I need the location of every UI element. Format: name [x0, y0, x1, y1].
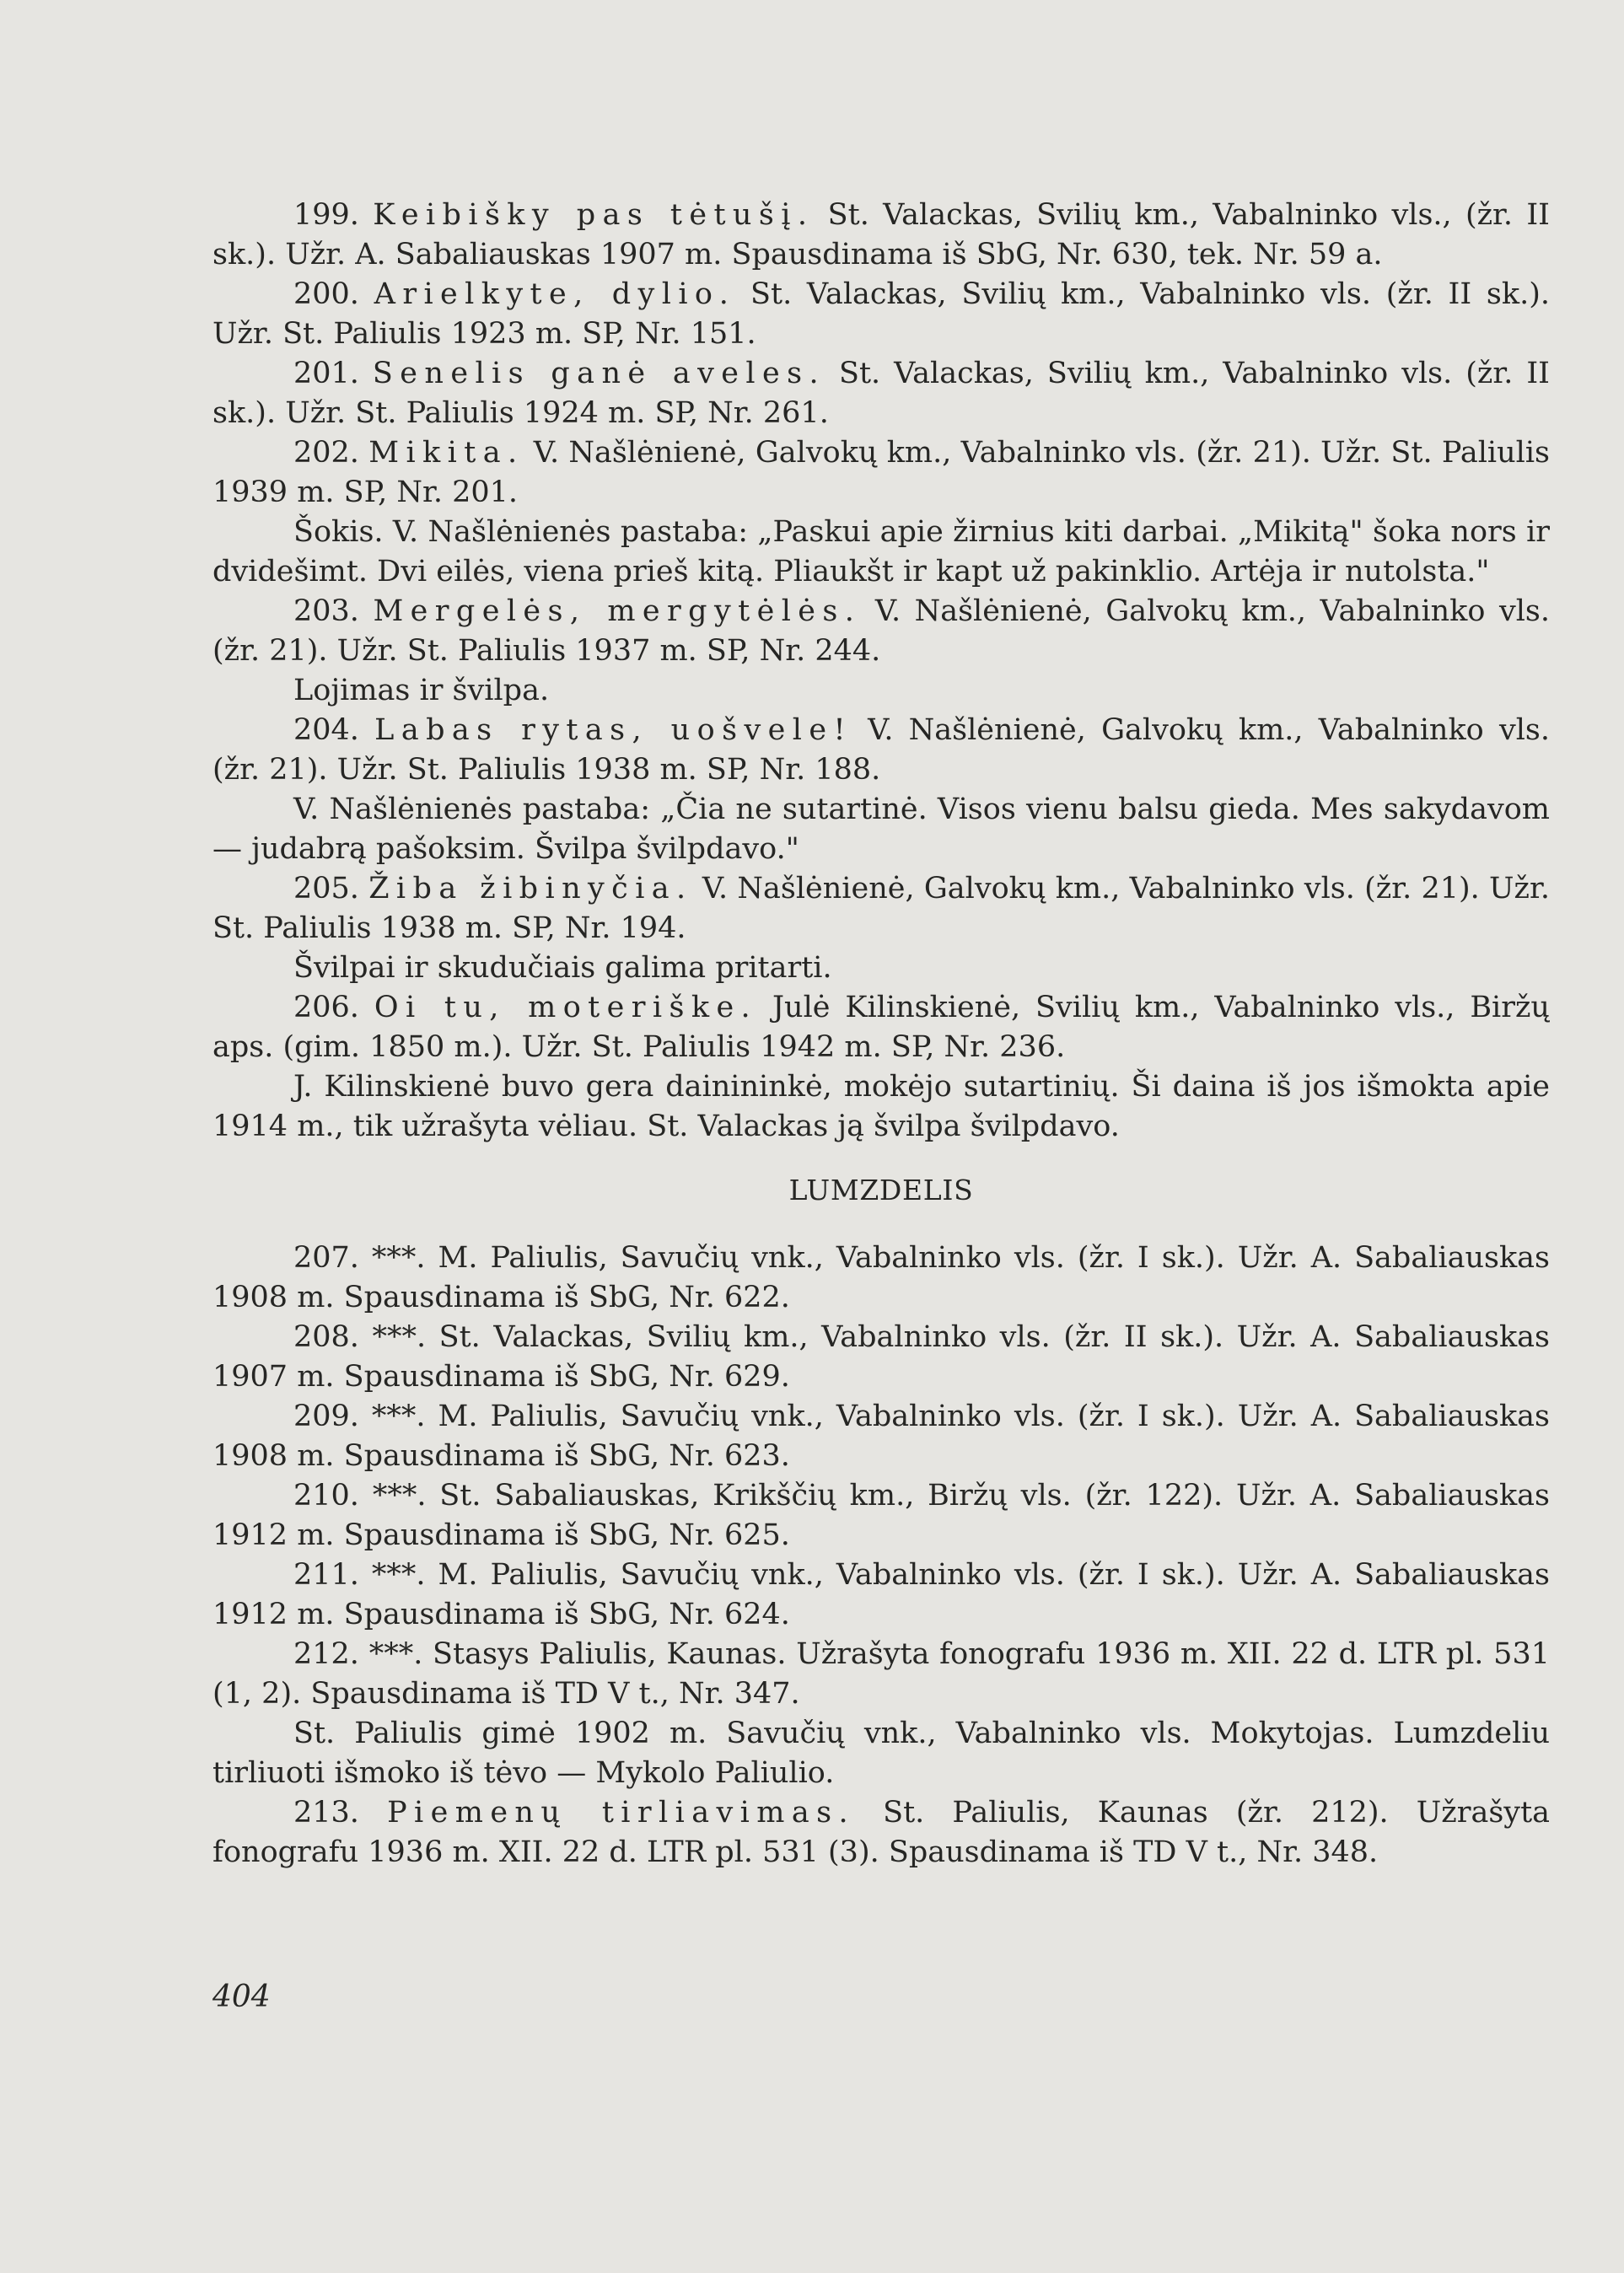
note-202	[212, 513, 1550, 592]
entry-text: St. Valackas, Svilių km., Vabalninko vls. (žr. II sk.). Užr. St. Paliulis 1923 m. SP, Nr. 151.	[212, 277, 1550, 351]
note-text: Lojimas ir švilpa.	[293, 674, 550, 707]
entry-201	[212, 354, 1550, 433]
note-text: J. Kilinskienė buvo gera dainininkė, mokėjo sutartinių. Ši daina iš jos išmokta apie 1914 m., tik užrašyta vėliau. St. Valackas ją švilpa švilpdavo.	[212, 1070, 1550, 1143]
entry-199	[212, 196, 1550, 275]
entry-text: ***. Stasys Paliulis, Kaunas. Užrašyta fonografu 1936 m. XII. 22 d. LTR pl. 531 (1, 2). Spausdinama iš TD V t., Nr. 347.	[212, 1637, 1550, 1711]
entry-number: 208.	[293, 1320, 359, 1354]
entry-211	[212, 1556, 1550, 1635]
entry-number: 207.	[293, 1241, 359, 1275]
note-text: Šokis. V. Našlėnienės pastaba: „Paskui apie žirnius kiti darbai. „Mikitą" šoka nors ir dvidešimt. Dvi eilės, viena prieš kitą. Pliaukšt ir kapt už pakinklio. Artėja ir nutolsta."	[212, 515, 1550, 588]
entry-204	[212, 711, 1550, 790]
entry-number: 209.	[293, 1400, 359, 1433]
entry-title: Piemenų tirliavimas.	[387, 1796, 855, 1830]
entry-number: 202.	[293, 436, 359, 470]
entry-213	[212, 1793, 1550, 1873]
note-206	[212, 1067, 1550, 1147]
entry-number: 205.	[293, 872, 359, 905]
note-text: Švilpai ir skudučiais galima pritarti.	[293, 951, 832, 985]
entry-210	[212, 1476, 1550, 1556]
page-number: 404	[212, 1980, 271, 2014]
entry-title: Oi tu, moteriške.	[374, 991, 758, 1024]
entry-text: ***. St. Valackas, Svilių km., Vabalninko vls. (žr. II sk.). Užr. A. Sabaliauskas 1907 m. Spausdinama iš SbG, Nr. 629.	[212, 1320, 1550, 1394]
note-204	[212, 790, 1550, 869]
entry-title: Senelis ganė aveles.	[372, 357, 826, 390]
entry-208	[212, 1318, 1550, 1397]
entry-text: V. Našlėnienė, Galvokų km., Vabalninko vls. (žr. 21). Užr. St. Paliulis 1938 m. SP, Nr. 194.	[212, 872, 1550, 945]
entry-text: ***. St. Sabaliauskas, Krikščių km., Biržų vls. (žr. 122). Užr. A. Sabaliauskas 1912 m. Spausdinama iš SbG, Nr. 625.	[212, 1479, 1550, 1552]
entry-203	[212, 592, 1550, 671]
entry-number: 200.	[293, 277, 359, 311]
entry-200	[212, 275, 1550, 354]
entry-number: 204.	[293, 713, 359, 747]
entry-text: St. Valackas, Svilių km., Vabalninko vls. (žr. II sk.). Užr. St. Paliulis 1924 m. SP, Nr. 261.	[212, 357, 1550, 430]
entry-number: 203.	[293, 594, 359, 628]
entry-number: 199.	[293, 198, 359, 232]
entry-205	[212, 869, 1550, 948]
entry-text: Julė Kilinskienė, Svilių km., Vabalninko vls., Biržų aps. (gim. 1850 m.). Užr. St. Paliulis 1942 m. SP, Nr. 236.	[212, 991, 1550, 1064]
note-text: V. Našlėnienės pastaba: „Čia ne sutartinė. Visos vienu balsu gieda. Mes sakydavom — judabrą pašoksim. Švilpa švilpdavo."	[212, 793, 1550, 866]
note-212	[212, 1714, 1550, 1793]
entry-number: 213.	[293, 1796, 359, 1830]
entry-title: Žiba žibinyčia.	[368, 872, 693, 905]
entry-text: ***. M. Paliulis, Savučių vnk., Vabalninko vls. (žr. I sk.). Užr. A. Sabaliauskas 1908 m. Spausdinama iš SbG, Nr. 623.	[212, 1400, 1550, 1473]
note-text: St. Paliulis gimė 1902 m. Savučių vnk., Vabalninko vls. Mokytojas. Lumzdeliu tirliuoti išmoko iš tėvo — Mykolo Paliulio.	[212, 1717, 1550, 1790]
entry-209	[212, 1397, 1550, 1476]
entry-text: St. Valackas, Svilių km., Vabalninko vls., (žr. II sk.). Užr. A. Sabaliauskas 1907 m. Spausdinama iš SbG, Nr. 630, tek. Nr. 59 a.	[212, 198, 1550, 271]
entry-title: Mikita.	[368, 436, 524, 470]
entry-title: Keibišky pas tėtušį.	[373, 198, 815, 232]
entry-number: 201.	[293, 357, 359, 390]
entry-number: 211.	[293, 1558, 359, 1592]
note-205	[212, 948, 1550, 988]
entry-text: St. Paliulis, Kaunas (žr. 212). Užrašyta fonografu 1936 m. XII. 22 d. LTR pl. 531 (3). Spausdinama iš TD V t., Nr. 348.	[212, 1796, 1550, 1869]
entry-title: Arielkyte, dylio.	[374, 277, 736, 311]
note-203	[212, 671, 1550, 711]
entry-text: V. Našlėnienė, Galvokų km., Vabalninko vls. (žr. 21). Užr. St. Paliulis 1937 m. SP, Nr. 244.	[212, 594, 1550, 668]
entry-text: ***. M. Paliulis, Savučių vnk., Vabalninko vls. (žr. I sk.). Užr. A. Sabaliauskas 1912 m. Spausdinama iš SbG, Nr. 624.	[212, 1558, 1550, 1631]
entry-202	[212, 433, 1550, 513]
section-heading: LUMZDELIS	[788, 1174, 974, 1206]
entry-title: Labas rytas, uošvele!	[374, 713, 852, 747]
text-column	[212, 196, 1550, 1873]
entry-text: ***. M. Paliulis, Savučių vnk., Vabalninko vls. (žr. I sk.). Užr. A. Sabaliauskas 1908 m. Spausdinama iš SbG, Nr. 622.	[212, 1241, 1550, 1314]
entry-number: 206.	[293, 991, 359, 1024]
entry-number: 210.	[293, 1479, 359, 1513]
entry-206	[212, 988, 1550, 1067]
entry-207	[212, 1239, 1550, 1318]
entry-text: V. Našlėnienė, Galvokų km., Vabalninko vls. (žr. 21). Užr. St. Paliulis 1939 m. SP, Nr. 201.	[212, 436, 1550, 509]
entry-212	[212, 1635, 1550, 1714]
entry-text: V. Našlėnienė, Galvokų km., Vabalninko vls. (žr. 21). Užr. St. Paliulis 1938 m. SP, Nr. 188.	[212, 713, 1550, 787]
entry-number: 212.	[293, 1637, 359, 1671]
entry-title: Mergelės, mergytėlės.	[373, 594, 862, 628]
